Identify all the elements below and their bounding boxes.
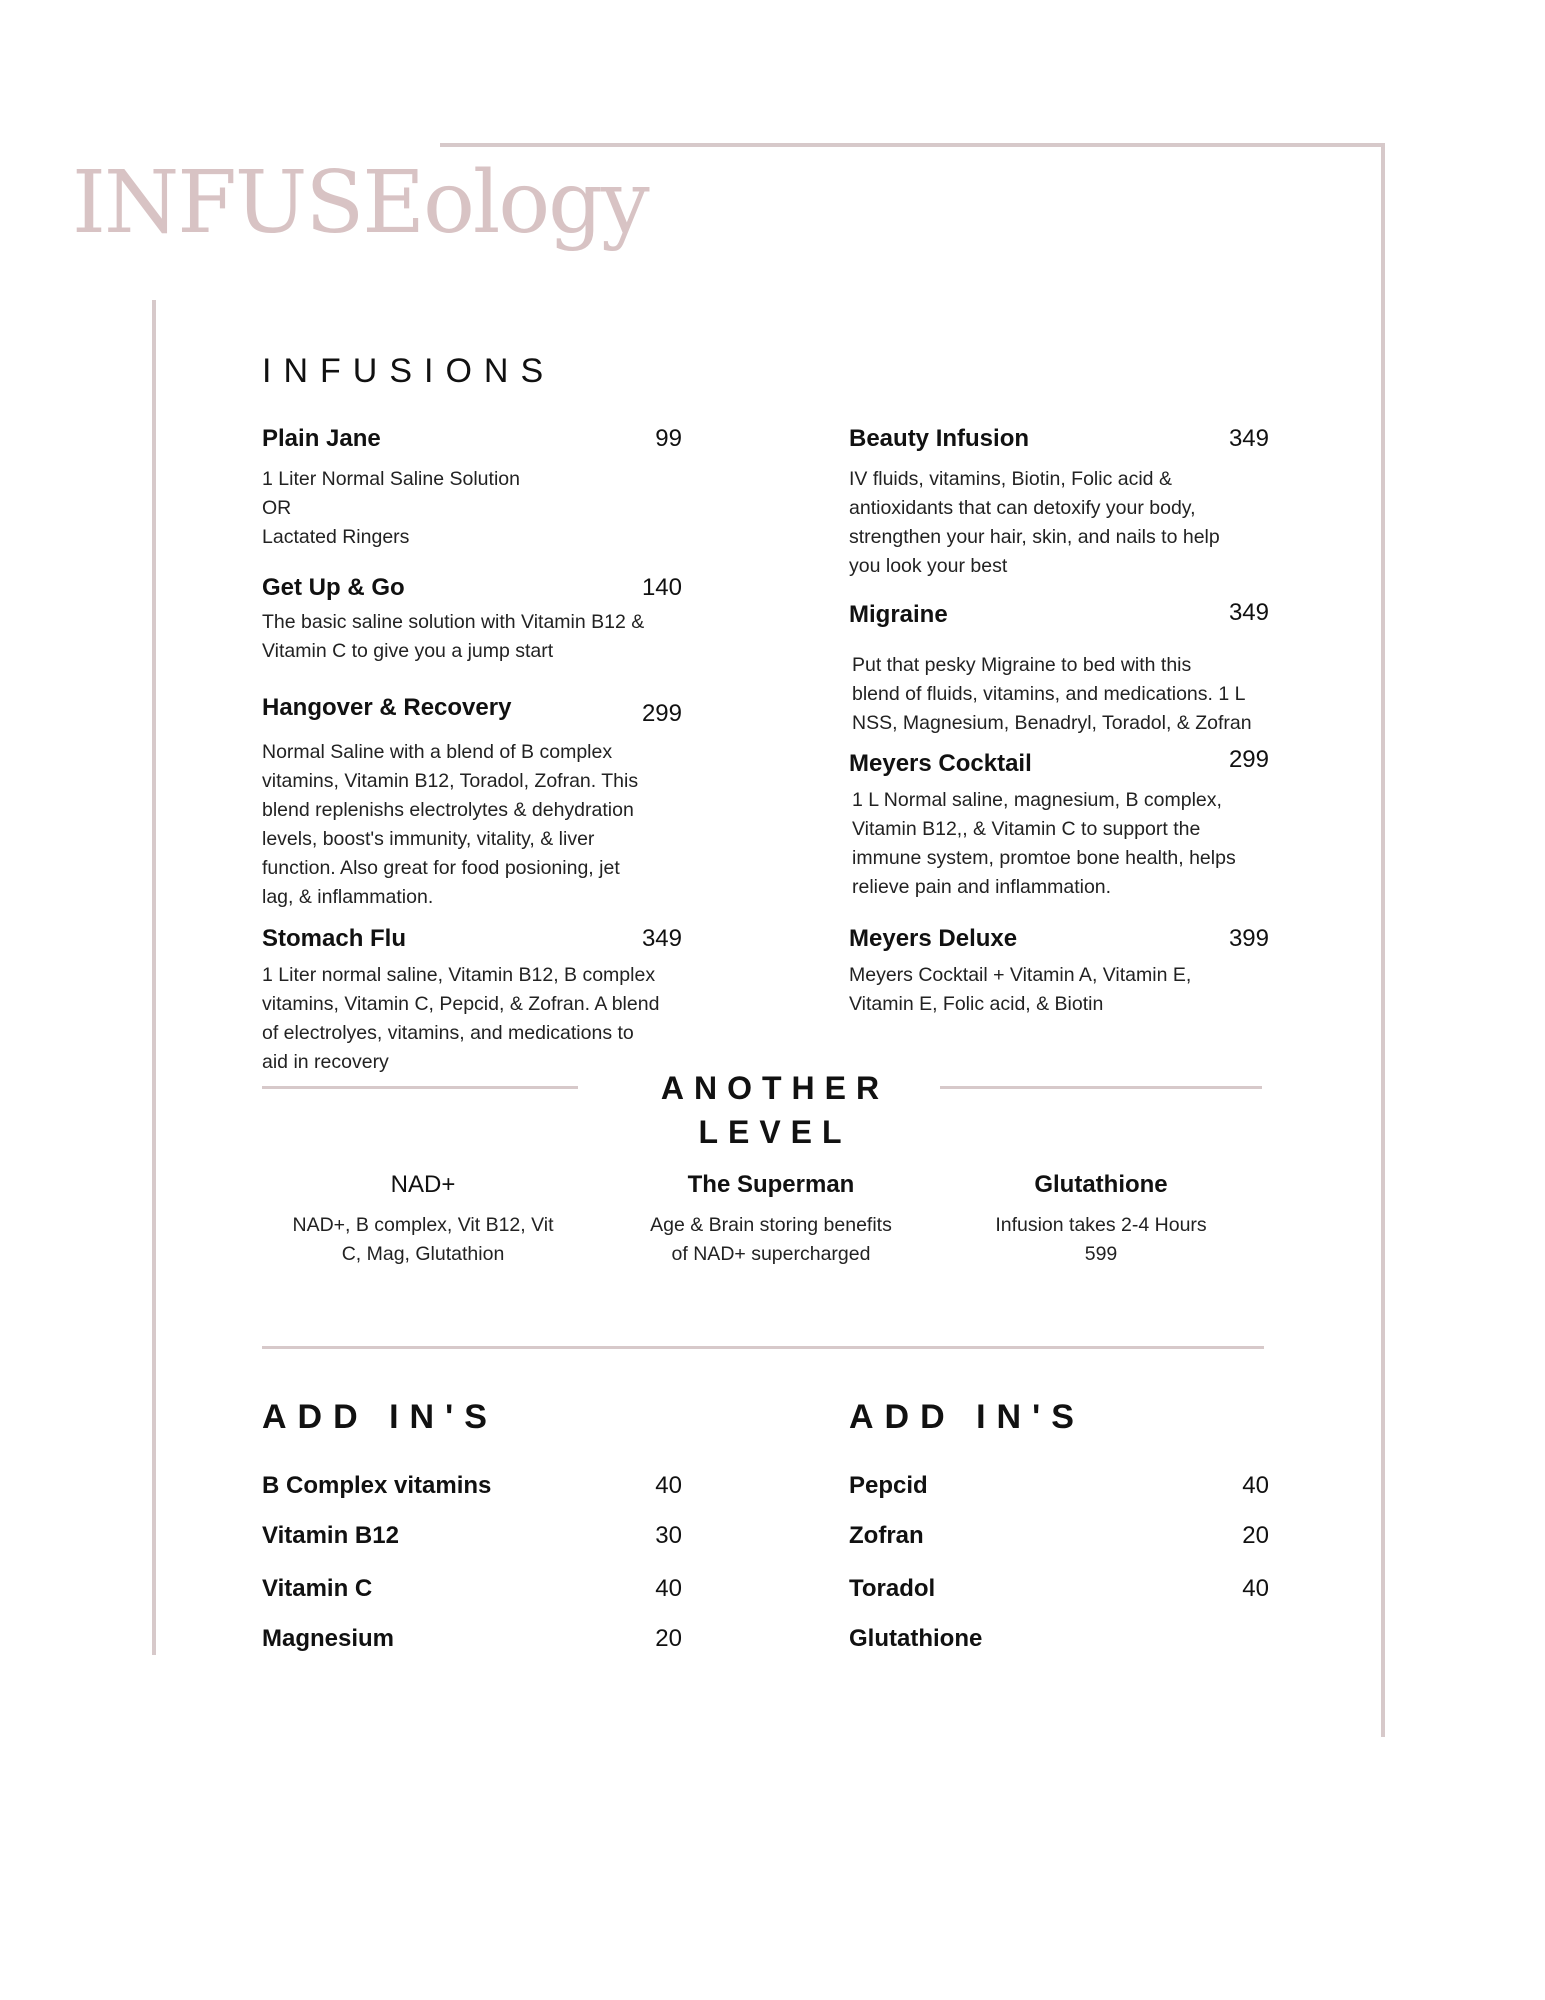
addins-right-title: ADD IN'S <box>849 1398 1085 1436</box>
item-name: Beauty Infusion <box>849 425 1030 452</box>
addin-glutathione <box>849 1625 1269 1659</box>
item-description: NAD+, B complex, Vit B12, Vit C, Mag, Glutathion <box>292 1214 554 1265</box>
item-price: 140 <box>641 574 682 601</box>
addin-pepcid <box>849 1472 1269 1506</box>
menu-item-hangover-recovery <box>262 694 682 912</box>
item-name: Hangover & Recovery <box>262 694 512 721</box>
addin-vitamin-b12 <box>262 1522 682 1556</box>
item-description: The basic saline solution with Vitamin B12 & Vitamin C to give you a jump start <box>262 611 645 662</box>
item-name: Plain Jane <box>262 425 381 452</box>
addins-divider <box>262 1346 1264 1349</box>
item-price: 349 <box>641 925 682 952</box>
brand-logo: INFUSEology <box>72 153 648 253</box>
addin-name: Pepcid <box>849 1472 928 1499</box>
item-name: Meyers Cocktail <box>849 750 1032 777</box>
addin-toradol <box>849 1575 1269 1609</box>
addin-name: Zofran <box>849 1522 924 1549</box>
addin-price: 40 <box>655 1472 682 1499</box>
item-price: 99 <box>655 425 682 452</box>
addin-price: 40 <box>1242 1575 1269 1602</box>
addin-price: 20 <box>1242 1522 1269 1549</box>
item-description: IV fluids, vitamins, Biotin, Folic acid & antioxidants that can detoxify your body, strengthen your hair, skin, and nails to help you look your best <box>849 468 1220 577</box>
addins-left-title: ADD IN'S <box>262 1398 498 1436</box>
item-name: Stomach Flu <box>262 925 407 952</box>
item-description: 1 Liter normal saline, Vitamin B12, B complex vitamins, Vitamin C, Pepcid, & Zofran. A blend of electrolyes, vitamins, and medications to aid in recovery <box>262 964 660 1073</box>
another-level-superman <box>621 1171 921 1269</box>
item-description: 1 L Normal saline, magnesium, B complex, Vitamin B12,, & Vitamin C to support the immune system, promtoe bone health, helps relieve pain and inflammation. <box>852 789 1236 898</box>
another-level-glutathione <box>951 1171 1251 1269</box>
item-name: Glutathione <box>1034 1171 1168 1198</box>
addin-price: 40 <box>655 1575 682 1602</box>
item-price: 299 <box>1228 746 1269 773</box>
item-name: Migraine <box>849 601 948 628</box>
item-description: Age & Brain storing benefits of NAD+ supercharged <box>650 1214 892 1265</box>
item-description: 1 Liter Normal Saline Solution OR Lactated Ringers <box>262 468 520 548</box>
another-level-divider-left <box>262 1086 578 1089</box>
menu-item-beauty-infusion <box>849 425 1269 581</box>
item-price: 399 <box>1228 925 1269 952</box>
item-description: Meyers Cocktail + Vitamin A, Vitamin E, Vitamin E, Folic acid, & Biotin <box>849 964 1192 1015</box>
addin-price: 40 <box>1242 1472 1269 1499</box>
addin-price: 20 <box>655 1625 682 1652</box>
item-description: Normal Saline with a blend of B complex vitamins, Vitamin B12, Toradol, Zofran. This blend replenishs electrolytes & dehydration levels, boost's immunity, vitality, & liver function. Also great for food posioning, jet lag, & inflammation. <box>262 741 639 908</box>
item-price: 349 <box>1228 425 1269 452</box>
item-name: NAD+ <box>390 1171 456 1198</box>
addin-b-complex <box>262 1472 682 1506</box>
menu-item-migraine <box>849 601 1269 738</box>
addin-name: Magnesium <box>262 1625 395 1652</box>
item-name: The Superman <box>687 1171 855 1198</box>
menu-item-plain-jane <box>262 425 682 552</box>
item-name: Meyers Deluxe <box>849 925 1018 952</box>
addin-name: Toradol <box>849 1575 936 1602</box>
menu-item-get-up-go <box>262 574 682 666</box>
another-level-title <box>640 1066 910 1154</box>
frame-right-line <box>1381 143 1385 1737</box>
addin-price: 30 <box>655 1522 682 1549</box>
addin-name: Glutathione <box>849 1625 983 1652</box>
menu-item-meyers-cocktail <box>849 746 1269 902</box>
infusions-title: INFUSIONS <box>262 352 556 390</box>
frame-left-line <box>152 300 156 1655</box>
addin-name: Vitamin C <box>262 1575 373 1602</box>
another-level-title-line1: ANOTHER <box>660 1070 890 1106</box>
item-description: Infusion takes 2-4 Hours 599 <box>995 1214 1207 1265</box>
addin-vitamin-c <box>262 1575 682 1609</box>
item-price: 299 <box>641 700 682 727</box>
item-name: Get Up & Go <box>262 574 405 601</box>
addin-name: B Complex vitamins <box>262 1472 492 1499</box>
item-description: Put that pesky Migraine to bed with this blend of fluids, vitamins, and medications. 1 L NSS, Magnesium, Benadryl, Toradol, & Zofran <box>852 654 1252 734</box>
another-level-title-line2: LEVEL <box>698 1114 852 1150</box>
addin-magnesium <box>262 1625 682 1659</box>
item-price: 349 <box>1228 599 1269 626</box>
addin-zofran <box>849 1522 1269 1556</box>
addin-name: Vitamin B12 <box>262 1522 399 1549</box>
another-level-nad <box>273 1171 573 1269</box>
another-level-divider-right <box>940 1086 1262 1089</box>
menu-item-meyers-deluxe <box>849 925 1269 1019</box>
frame-top-line <box>440 143 1384 147</box>
menu-item-stomach-flu <box>262 925 682 1077</box>
